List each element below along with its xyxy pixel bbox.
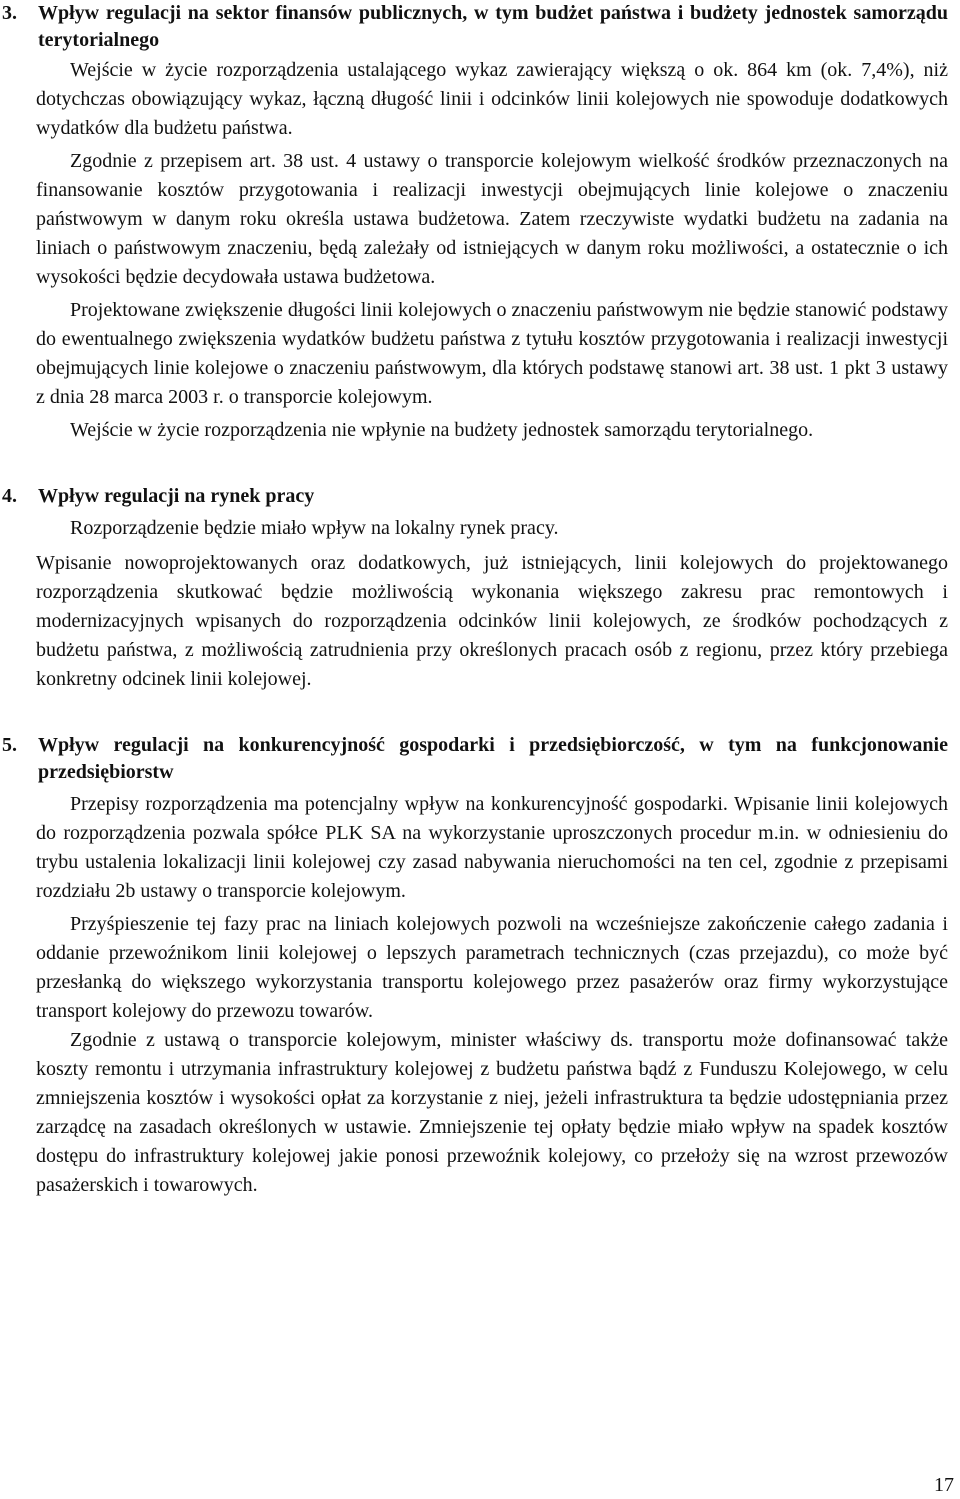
paragraph: Przepisy rozporządzenia ma potencjalny wpływ na konkurencyjność gospodarki. Wpisanie linii kolejowych do rozporządzenia pozwala spółce PLK SA na wykorzystanie uproszczonych procedur m.in. w odniesieniu do trybu ustalenia lokalizacji linii kolejowej czy zasad nabywania nieruchomości na ten cel, zgodnie z przepisami rozdziału 2b ustawy o transporcie kolejowym. xyxy=(36,793,948,902)
section-number: 3. xyxy=(2,2,17,24)
section-title: Wpływ regulacji na konkurencyjność gospodarki i przedsiębiorczość, w tym na funkcjonowanie przedsiębiorstw xyxy=(38,734,948,783)
section-title: Wpływ regulacji na rynek pracy xyxy=(38,485,315,507)
section-3 xyxy=(0,0,960,445)
paragraph: Rozporządzenie będzie miało wpływ na lokalny rynek pracy. xyxy=(70,517,559,539)
paragraph: Wejście w życie rozporządzenia nie wpłynie na budżety jednostek samorządu terytorialnego. xyxy=(70,419,814,441)
paragraph: Przyśpieszenie tej fazy prac na liniach kolejowych pozwoli na wcześniejsze zakończenie całego zadania i oddanie przewoźnikom linii kolejowej o lepszych parametrach technicznych (czas przejazdu), co może być przesłanką do większego wykorzystania transportu kolejowego przez pasażerów oraz firmy wykorzystujące transport kolejowy do przewozu towarów. xyxy=(36,913,948,1022)
section-title: Wpływ regulacji na sektor finansów publicznych, w tym budżet państwa i budżety jednostek samorządu terytorialnego xyxy=(38,2,948,51)
section-number: 5. xyxy=(2,734,17,756)
paragraph: Zgodnie z ustawą o transporcie kolejowym, minister właściwy ds. transportu może dofinansować także koszty remontu i utrzymania infrastruktury kolejowej z budżetu państwa bądź z Funduszu Kolejowego, w celu zmniejszenia kosztów i wysokości opłat za korzystanie z niej, jeżeli infrastruktura ta będzie udostępniania przez zarządcę na zasadach określonych w ustawie. Zmniejszenie tej opłaty będzie miało wpływ na spadek kosztów dostępu do infrastruktury kolejowej jakie ponosi przewoźnik kolejowy, co przełoży się na wzrost przewozów pasażerskich i towarowych. xyxy=(36,1029,948,1196)
paragraph: Wejście w życie rozporządzenia ustalającego wykaz zawierający większą o ok. 864 km (ok. 7,4%), niż dotychczas obowiązujący wykaz, łączną długość linii i odcinków linii kolejowych nie spowoduje dodatkowych wydatków dla budżetu państwa. xyxy=(36,59,948,139)
section-heading xyxy=(0,732,960,786)
section-5 xyxy=(0,732,960,1200)
paragraph: Zgodnie z przepisem art. 38 ust. 4 ustawy o transporcie kolejowym wielkość środków przeznaczonych na finansowanie kosztów przygotowania i realizacji inwestycji obejmujących linie kolejowe o znaczeniu państwowym w danym roku określa ustawa budżetowa. Zatem rzeczywiste wydatki budżetu na zadania na liniach o państwowym znaczeniu, będą zależały od istniejących w danym roku możliwości, a ostatecznie o ich wysokości będzie decydowała ustawa budżetowa. xyxy=(36,150,948,288)
paragraph: Projektowane zwiększenie długości linii kolejowych o znaczeniu państwowym nie będzie stanowić podstawy do ewentualnego zwiększenia wydatków budżetu państwa z tytułu kosztów przygotowania i realizacji inwestycji obejmujących linie kolejowe o znaczeniu państwowym, dla których podstawę stanowi art. 38 ust. 1 pkt 3 ustawy z dnia 28 marca 2003 r. o transporcie kolejowym. xyxy=(36,299,948,408)
section-4 xyxy=(0,483,960,694)
section-heading xyxy=(0,483,960,510)
section-heading xyxy=(0,0,960,54)
page-number: 17 xyxy=(934,1474,954,1496)
paragraph: Wpisanie nowoprojektowanych oraz dodatkowych, już istniejących, linii kolejowych do projektowanego rozporządzenia skutkować będzie możliwością wykonania większego zakresu prac remontowych i modernizacyjnych wpisanych do rozporządzenia odcinków linii kolejowych, ze środków pochodzących z budżetu państwa, z możliwością zatrudnienia przy określonych pracach osób z regionu, przez który przebiega konkretny odcinek linii kolejowej. xyxy=(36,552,948,690)
section-number: 4. xyxy=(2,485,17,507)
